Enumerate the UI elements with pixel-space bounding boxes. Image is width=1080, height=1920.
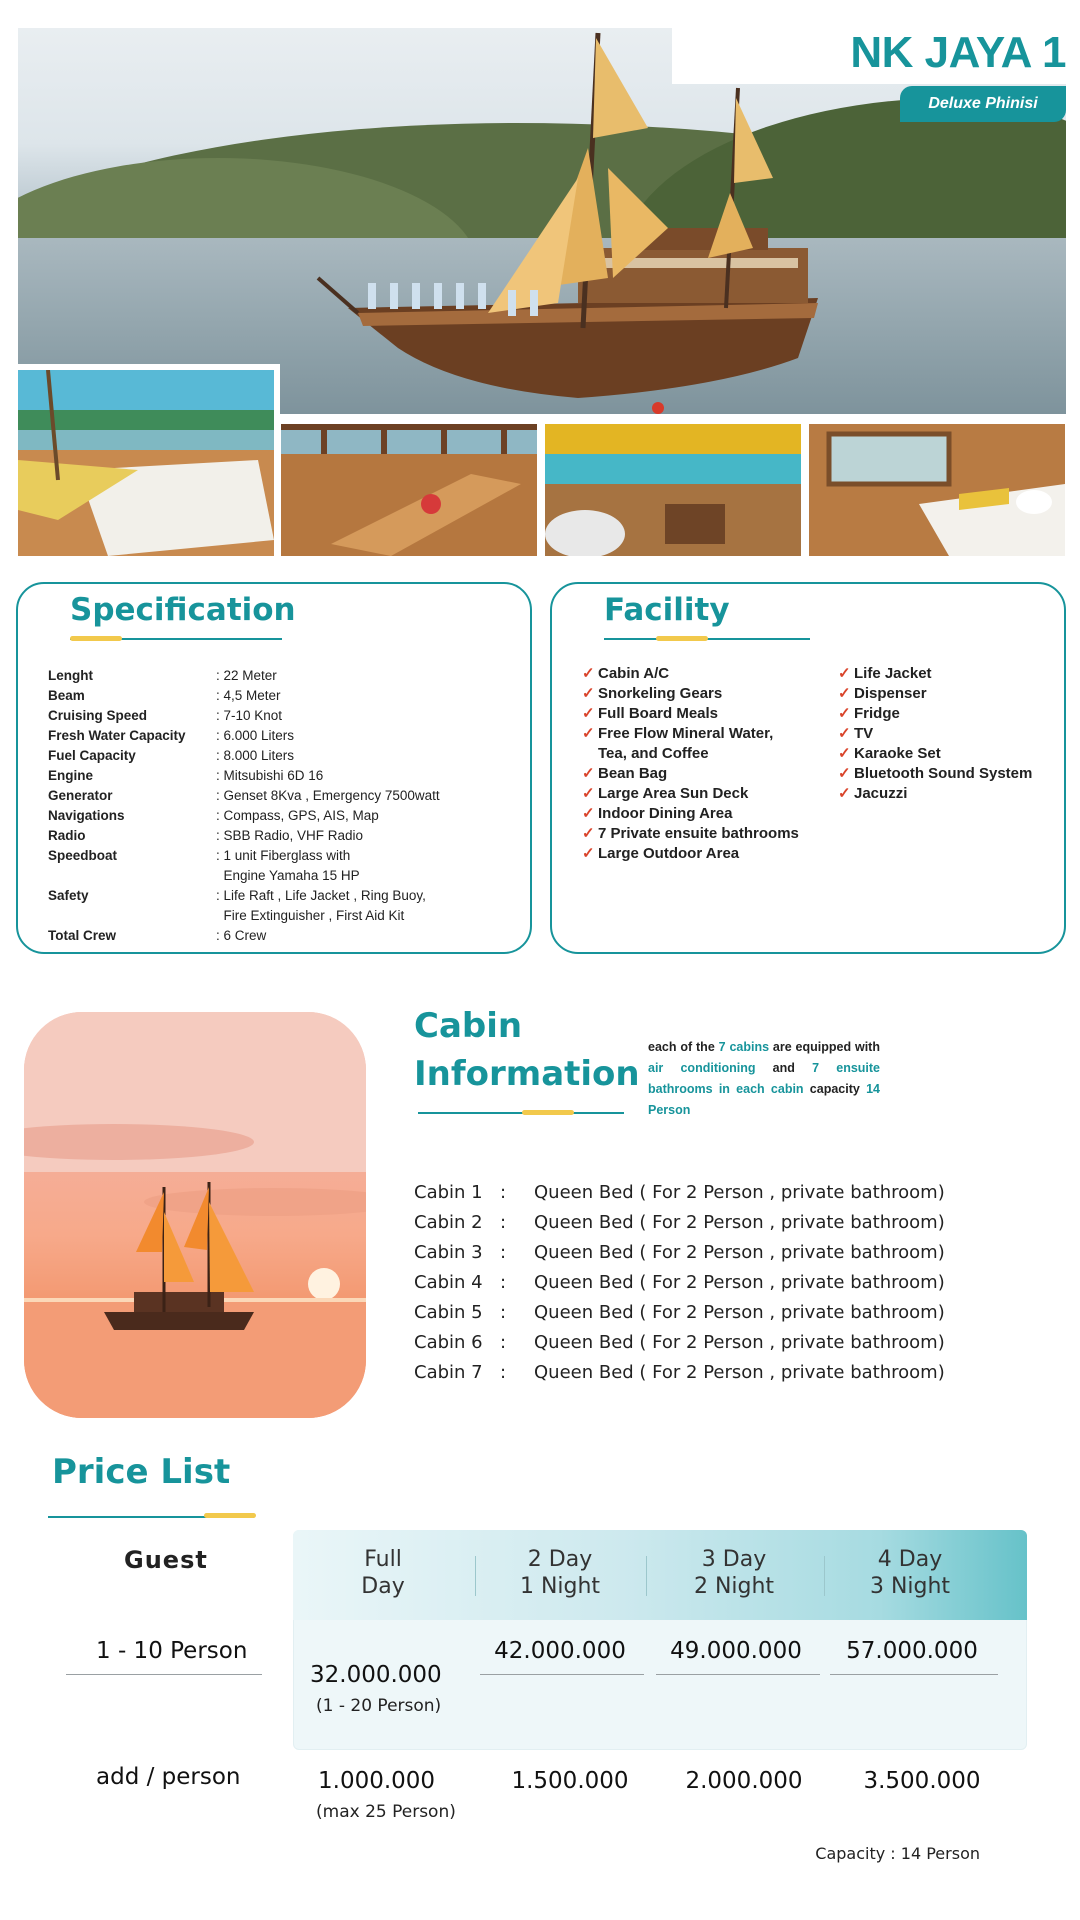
outdoor-deck-photo (545, 424, 801, 556)
spec-row: Engine : Mitsubishi 6D 16 (48, 768, 324, 783)
header-3day-2night: 3 Day 2 Night (693, 1547, 775, 1599)
specification-title: Specification (70, 592, 296, 628)
facility-panel (550, 582, 1066, 954)
row-divider (66, 1674, 262, 1675)
header-divider (824, 1556, 825, 1596)
facility-item: ✓ Karaoke Set (838, 745, 941, 762)
row-divider (480, 1674, 644, 1675)
price-full-day-note: (1 - 20 Person) (316, 1696, 442, 1716)
facility-column-1 (582, 664, 799, 864)
row-divider (656, 1674, 820, 1675)
spec-row: Speedboat : 1 unit Fiberglass with (48, 848, 351, 863)
facility-item: ✓ Indoor Dining Area (582, 805, 733, 822)
guest-column-header: Guest (124, 1546, 208, 1574)
spec-row: Lenght : 22 Meter (48, 668, 277, 683)
spec-row-continued: Fire Extinguisher , First Aid Kit (216, 908, 405, 923)
specification-panel (16, 582, 532, 954)
check-icon: ✓ (582, 845, 595, 862)
check-icon: ✓ (838, 665, 851, 682)
title-underline (418, 1112, 624, 1114)
spec-row: Generator : Genset 8Kva , Emergency 7500watt (48, 788, 440, 803)
facility-item: ✓ Fridge (838, 705, 900, 722)
header-divider (475, 1556, 476, 1596)
boat-type-badge: Deluxe Phinisi (900, 86, 1066, 122)
check-icon: ✓ (582, 825, 595, 842)
cabin-row: Cabin 2 : Queen Bed ( For 2 Person , private bathroom) (414, 1212, 945, 1233)
check-icon: ✓ (582, 765, 595, 782)
facility-item: ✓ Snorkeling Gears (582, 685, 723, 702)
facility-item: ✓ 7 Private ensuite bathrooms (582, 825, 799, 842)
boat-name-title: NK JAYA 1 (850, 28, 1066, 77)
row-divider (830, 1674, 998, 1675)
check-icon: ✓ (838, 685, 851, 702)
price-2day-1night: 42.000.000 (494, 1638, 626, 1664)
spec-row: Radio : SBB Radio, VHF Radio (48, 828, 364, 843)
cabin-row: Cabin 7 : Queen Bed ( For 2 Person , private bathroom) (414, 1362, 945, 1383)
spec-row: Beam : 4,5 Meter (48, 688, 281, 703)
sunset-ship-photo (24, 1012, 366, 1418)
header-4day-3night: 4 Day 3 Night (869, 1547, 951, 1599)
check-icon: ✓ (838, 785, 851, 802)
price-list-title: Price List (52, 1452, 231, 1492)
check-icon: ✓ (838, 725, 851, 742)
price-4day-3night: 57.000.000 (846, 1638, 978, 1664)
facility-item: ✓ Large Area Sun Deck (582, 785, 749, 802)
cabin-bedroom-photo (809, 424, 1065, 556)
header-2day-1night: 2 Day 1 Night (519, 1547, 601, 1599)
check-icon: ✓ (582, 685, 595, 702)
facility-title: Facility (604, 592, 730, 628)
facility-column-2 (838, 664, 1032, 804)
price-full-day: 32.000.000 (310, 1662, 442, 1688)
add-price-4day-3night: 3.500.000 (863, 1768, 981, 1794)
row-label-1-10-person: 1 - 10 Person (96, 1638, 248, 1664)
spec-row: Fuel Capacity : 8.000 Liters (48, 748, 295, 763)
cabin-description: each of the 7 cabins are equipped with air conditioning and 7 ensuite bathrooms in each cabin capacity 14 Person (648, 1040, 881, 1117)
header-full-day: Full Day (361, 1547, 405, 1599)
check-icon: ✓ (582, 665, 595, 682)
cabin-row: Cabin 4 : Queen Bed ( For 2 Person , private bathroom) (414, 1272, 945, 1293)
facility-item: ✓ Large Outdoor Area (582, 845, 740, 862)
title-accent (204, 1513, 256, 1518)
spec-row: Safety : Life Raft , Life Jacket , Ring Buoy, (48, 888, 426, 903)
row-label-add-person: add / person (96, 1764, 241, 1790)
title-accent (522, 1110, 574, 1115)
cabin-row: Cabin 1 : Queen Bed ( For 2 Person , private bathroom) (414, 1182, 945, 1203)
spec-row-continued: Engine Yamaha 15 HP (216, 868, 360, 883)
spec-row: Total Crew : 6 Crew (48, 928, 267, 943)
capacity-note: Capacity : 14 Person (815, 1844, 980, 1863)
facility-item: ✓ TV (838, 725, 874, 742)
jacuzzi-deck-photo (18, 364, 280, 556)
check-icon: ✓ (838, 745, 851, 762)
header-divider (646, 1556, 647, 1596)
check-icon: ✓ (838, 705, 851, 722)
check-icon: ✓ (582, 725, 595, 742)
title-accent (70, 636, 122, 641)
check-icon: ✓ (838, 765, 851, 782)
facility-item: ✓ Dispenser (838, 685, 927, 702)
facility-item-continued: Tea, and Coffee (598, 745, 709, 762)
add-price-full-day: 1.000.000 (318, 1768, 436, 1794)
price-3day-2night: 49.000.000 (670, 1638, 802, 1664)
check-icon: ✓ (582, 785, 595, 802)
cabin-information-title: Cabin Information (414, 1006, 640, 1094)
title-accent (656, 636, 708, 641)
facility-item: ✓ Cabin A/C (582, 665, 670, 682)
spec-row: Navigations : Compass, GPS, AIS, Map (48, 808, 379, 823)
check-icon: ✓ (582, 805, 595, 822)
check-icon: ✓ (582, 705, 595, 722)
facility-item: ✓ Life Jacket (838, 665, 932, 682)
spec-row: Fresh Water Capacity : 6.000 Liters (48, 728, 295, 743)
cabin-row: Cabin 5 : Queen Bed ( For 2 Person , private bathroom) (414, 1302, 945, 1323)
add-price-2day-1night: 1.500.000 (511, 1768, 629, 1794)
facility-item: ✓ Free Flow Mineral Water, (582, 725, 774, 742)
add-price-full-day-note: (max 25 Person) (316, 1802, 456, 1822)
facility-item: ✓ Jacuzzi (838, 785, 908, 802)
dining-area-photo (281, 424, 537, 556)
cabin-row: Cabin 6 : Queen Bed ( For 2 Person , private bathroom) (414, 1332, 945, 1353)
add-price-3day-2night: 2.000.000 (685, 1768, 803, 1794)
facility-item: ✓ Full Board Meals (582, 705, 719, 722)
facility-item: ✓ Bluetooth Sound System (838, 765, 1033, 782)
facility-item: ✓ Bean Bag (582, 765, 668, 782)
cabin-row: Cabin 3 : Queen Bed ( For 2 Person , private bathroom) (414, 1242, 945, 1263)
spec-row: Cruising Speed : 7-10 Knot (48, 708, 283, 723)
